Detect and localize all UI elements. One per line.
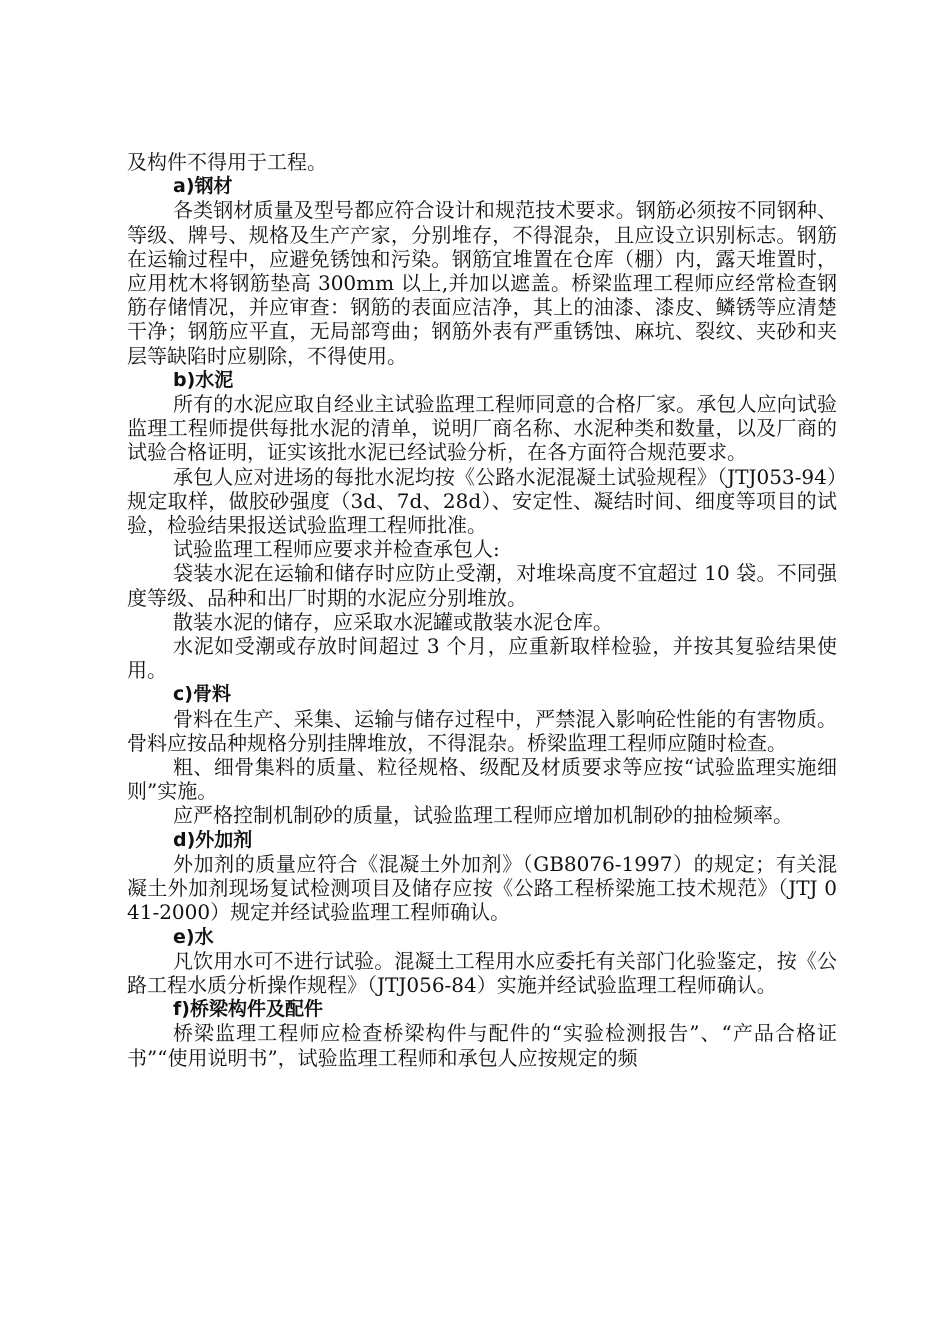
- section-heading-aggregate: c)骨料: [173, 683, 231, 706]
- paragraph-steel: 各类钢材质量及型号都应符合设计和规范技术要求。钢筋必须按不同钢种、等级、牌号、规格及生产产家，分别堆存，不得混杂，且应设立识别标志。钢筋在运输过程中，应避免锈蚀和污染。钢筋宜堆置在仓库（棚）内，露天堆置时，应用枕木将钢筋垫高 300mm 以上,并加以遮盖。桥梁监理工程师应经常检查钢筋存储情况，并应审查：钢筋的表面应洁净，其上的油漆、漆皮、鳞锈等应清楚干净；钢筋应平直，无局部弯曲；钢筋外表有严重锈蚀、麻坑、裂纹、夹砂和夹层等缺陷时应剔除，不得使用。: [127, 198, 837, 368]
- paragraph-bagged-cement: 袋装水泥在运输和储存时应防止受潮，对堆垛高度不宜超过 10 袋。不同强度等级、品种和出厂时期的水泥应分别堆放。: [127, 561, 837, 610]
- paragraph-machine-sand: 应严格控制机制砂的质量，试验监理工程师应增加机制砂的抽检频率。: [173, 803, 793, 828]
- section-heading-water: e)水: [173, 925, 214, 948]
- paragraph-aggregate-storage: 骨料在生产、采集、运输与储存过程中，严禁混入影响砼性能的有害物质。骨料应按品种规格分别挂牌堆放，不得混杂。桥梁监理工程师应随时检查。: [127, 706, 837, 755]
- section-heading-cement: b)水泥: [173, 368, 234, 391]
- section-heading-steel: a)钢材: [173, 175, 233, 198]
- paragraph-continuation: 及构件不得用于工程。: [127, 150, 327, 174]
- paragraph-cement-damp: 水泥如受潮或存放时间超过 3 个月，应重新取样检验，并按其复验结果使用。: [127, 634, 837, 683]
- paragraph-aggregate-quality: 粗、细骨集料的质量、粒径规格、级配及材质要求等应按“试验监理实施细则”实施。: [127, 755, 837, 804]
- paragraph-cement-source: 所有的水泥应取自经业主试验监理工程师同意的合格厂家。承包人应向试验监理工程师提供每批水泥的清单，说明厂商名称、水泥种类和数量，以及厂商的试验合格证明，证实该批水泥已经试验分析，在各方面符合规范要求。: [127, 392, 837, 465]
- section-heading-bridge-components: f)桥梁构件及配件: [173, 998, 323, 1021]
- paragraph-bridge-components: 桥梁监理工程师应检查桥梁构件与配件的“实验检测报告”、“产品合格证书”“使用说明书”，试验监理工程师和承包人应按规定的频: [127, 1021, 837, 1070]
- paragraph-bulk-cement: 散装水泥的储存，应采取水泥罐或散装水泥仓库。: [173, 609, 613, 634]
- paragraph-cement-inspection: 试验监理工程师应要求并检查承包人:: [173, 537, 500, 562]
- paragraph-cement-sampling: 承包人应对进场的每批水泥均按《公路水泥混凝土试验规程》（JTJ053-94）规定取样，做胶砂强度（3d、7d、28d）、安定性、凝结时间、细度等项目的试验，检验结果报送试验监理工程师批准。: [127, 464, 837, 538]
- paragraph-water: 凡饮用水可不进行试验。混凝土工程用水应委托有关部门化验鉴定，按《公路工程水质分析操作规程》（JTJ056-84）实施并经试验监理工程师确认。: [127, 948, 837, 997]
- paragraph-admixture: 外加剂的质量应符合《混凝土外加剂》（GB8076-1997）的规定；有关混凝土外加剂现场复试检测项目及储存应按《公路工程桥梁施工技术规范》（JTJ 041-2000）规定并经试验监理工程师确认。: [127, 851, 837, 925]
- section-heading-admixture: d)外加剂: [173, 828, 253, 851]
- document-body: [127, 150, 837, 1070]
